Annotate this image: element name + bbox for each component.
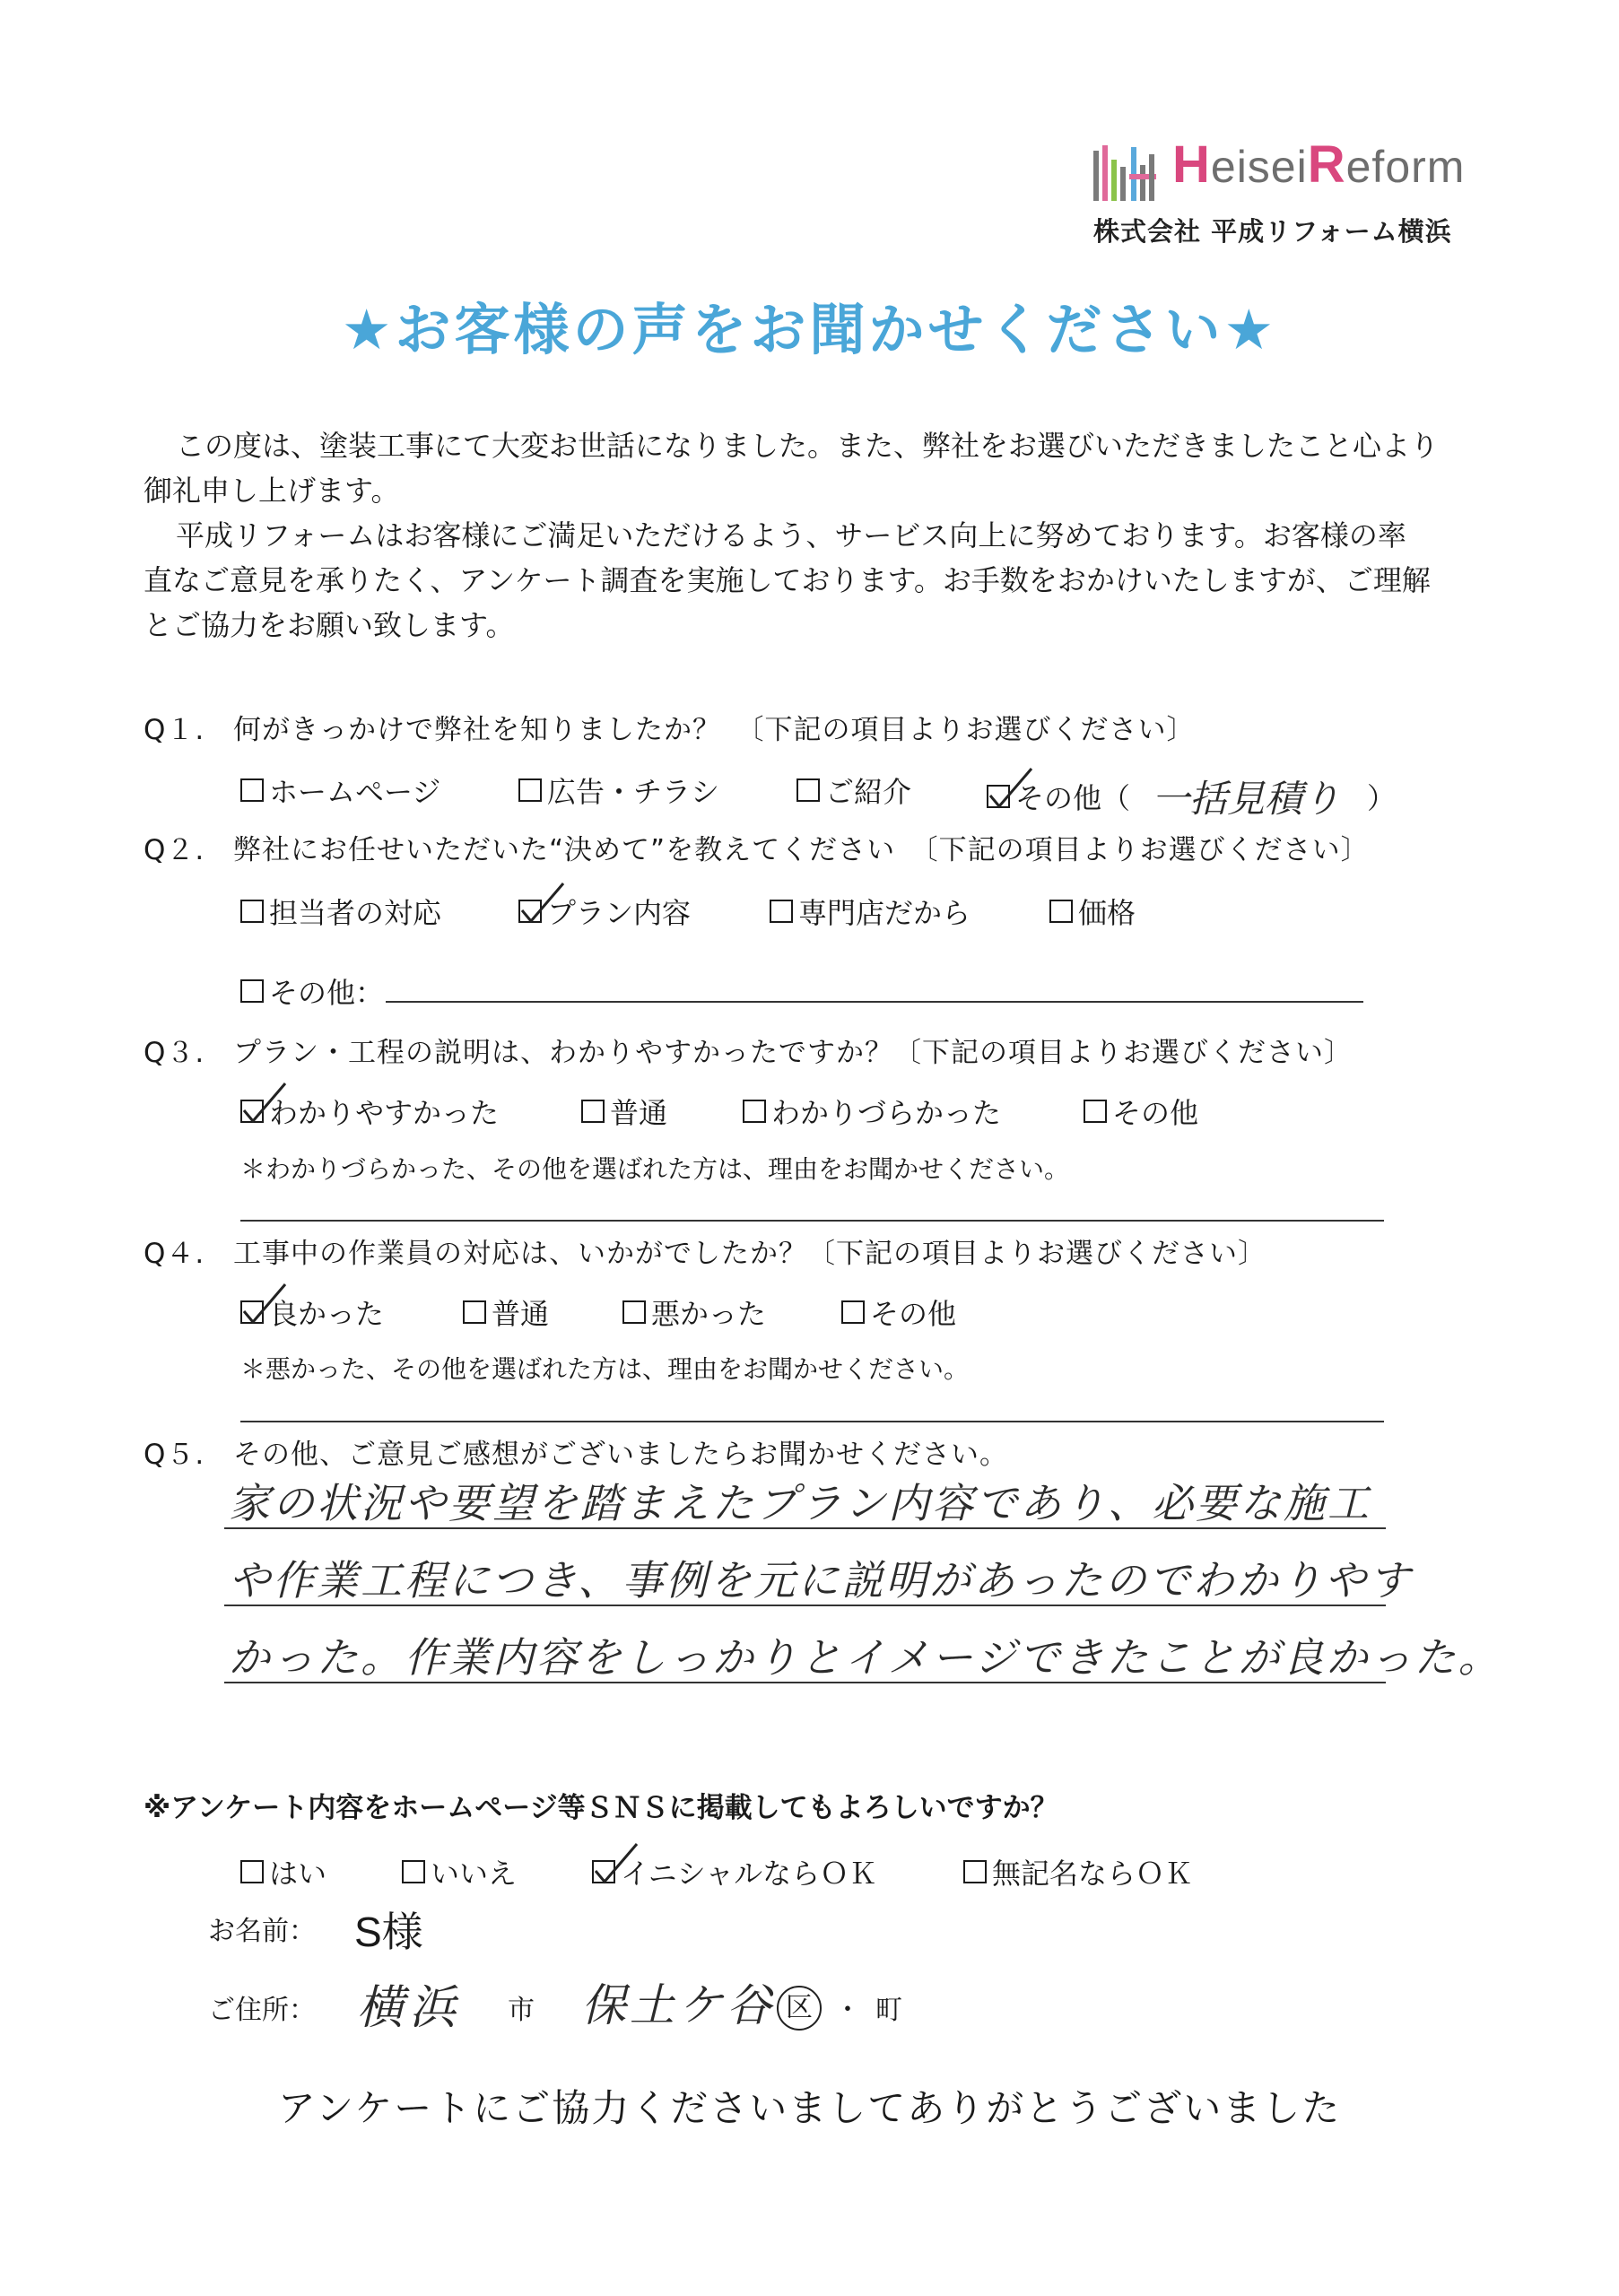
name-value: S様 [354,1909,423,1955]
name-label: お名前： [208,1916,316,1947]
q3-question: Q３. プラン・工程の説明は、わかりやすかったですか？〔下記の項目よりお選びください〕 [144,1037,1353,1069]
checkbox[interactable] [463,1300,486,1324]
q4-option-bad[interactable]: 悪かった [622,1292,766,1333]
checkbox[interactable] [240,1860,264,1883]
q1-option-homepage[interactable]: ホームページ [240,770,440,811]
thanks-message: アンケートにご協力くださいましてありがとうございました [277,2086,1342,2130]
checkbox[interactable] [240,900,264,923]
checkbox[interactable] [1049,900,1073,923]
company-logo [1090,135,1466,251]
address-ward-suffix: 区 [777,1986,822,2031]
checkmark-icon [590,1839,644,1889]
q5-answer-line: かった。作業内容をしっかりとイメージできたことが良かった。 [229,1633,1502,1682]
checkbox[interactable] [518,778,542,802]
checkmark-icon [517,878,570,928]
q3-option-other[interactable]: その他 [1084,1091,1198,1132]
checkbox[interactable] [743,1100,766,1123]
address-city-suffix: 市 [508,1995,535,2026]
q4-note: ＊悪かった、その他を選ばれた方は、理由をお聞かせください。 [240,1354,970,1384]
q4-reason-line [240,1421,1384,1422]
q2-option-staff[interactable]: 担当者の対応 [240,891,441,932]
address-separator: ・ [834,1995,861,2026]
q3-reason-line [240,1220,1384,1222]
q4-question: Q４. 工事中の作業員の対応は、いかがでしたか？〔下記の項目よりお選びください〕 [144,1238,1266,1270]
sns-question: ※アンケート内容をホームページ等ＳＮＳに掲載してもよろしいですか？ [144,1792,1058,1824]
checkbox-checked[interactable] [592,1860,615,1883]
checkbox[interactable] [841,1300,865,1324]
sns-option-initials[interactable]: イニシャルならＯＫ [592,1851,877,1892]
intro-line: 御礼申し上げます。 [144,474,400,508]
q1-option-referral[interactable]: ご紹介 [796,770,911,811]
q5-answer-rule [224,1605,1386,1606]
q5-answer-line: 家の状況や要望を踏まえたプラン内容であり、必要な施工 [229,1479,1371,1527]
checkbox[interactable] [581,1100,605,1123]
checkbox[interactable] [770,900,793,923]
checkbox-checked[interactable] [518,900,542,923]
checkmark-icon [985,763,1039,813]
q2-option-specialist[interactable]: 専門店だから [770,891,971,932]
checkmark-icon [239,1279,292,1329]
logo-wordmark: HeiseiReform [1172,135,1466,194]
q2-option-plan[interactable]: プラン内容 [518,891,691,932]
q1-option-other[interactable]: その他（ 一括見積り ） [987,770,1396,823]
q5-answer-rule [224,1527,1386,1529]
checkbox[interactable] [240,778,264,802]
q1-question: Q１. 何がきっかけで弊社を知りましたか？ 〔下記の項目よりお選びください〕 [144,714,1196,746]
q2-option-other[interactable]: その他： [240,970,384,1012]
q3-option-easy[interactable]: わかりやすかった [240,1091,499,1132]
q4-option-normal[interactable]: 普通 [463,1292,549,1333]
checkbox[interactable] [240,979,264,1003]
checkbox[interactable] [963,1860,987,1883]
checkbox-checked[interactable] [240,1100,264,1123]
intro-text [144,423,1489,648]
intro-line: この度は、塗装工事にて大変お世話になりました。また、弊社をお選びいただきましたこと心より [176,429,1440,463]
company-name: 株式会社 平成リフォーム横浜 [1093,216,1452,247]
sns-option-yes[interactable]: はい [240,1851,326,1892]
checkbox[interactable] [622,1300,646,1324]
sns-option-anonymous[interactable]: 無記名ならＯＫ [963,1851,1193,1892]
q2-option-price[interactable]: 価格 [1049,891,1136,932]
checkmark-icon [239,1078,292,1128]
q4-option-other[interactable]: その他 [841,1292,956,1333]
q3-note: ＊わかりづらかった、その他を選ばれた方は、理由をお聞かせください。 [240,1154,1070,1184]
q5-answer-rule [224,1682,1386,1683]
intro-line: 平成リフォームはお客様にご満足いただけるよう、サービス向上に努めております。お客様の率 [176,518,1406,552]
q4-option-good[interactable]: 良かった [240,1292,384,1333]
q5-question: Q５. その他、ご意見ご感想がございましたらお聞かせください。 [144,1439,1008,1471]
sns-option-no[interactable]: いいえ [402,1851,517,1892]
checkbox[interactable] [796,778,820,802]
q1-option-flyer[interactable]: 広告・チラシ [518,770,719,811]
q1-other-answer: 一括見積り [1152,777,1341,821]
address-label: ご住所： [208,1995,316,2026]
logo-mark-icon [1090,142,1162,204]
intro-line: 直なご意見を承りたく、アンケート調査を実施しております。お手数をおかけいたしますが、ご理解 [144,563,1431,597]
checkbox-checked[interactable] [240,1300,264,1324]
address-ward: 保土ケ谷 [581,1979,775,2031]
page-title: ★お客様の声をお聞かせください★ [341,297,1278,362]
address-city: 横浜 [357,1981,462,2035]
q3-option-normal[interactable]: 普通 [581,1091,667,1132]
q2-question: Q２. 弊社にお任せいただいた“決めて”を教えてください 〔下記の項目よりお選びください〕 [144,834,1370,866]
address-town-suffix: 町 [875,1995,902,2026]
checkbox[interactable] [1084,1100,1107,1123]
q2-other-line [386,1001,1363,1003]
checkbox[interactable] [402,1860,425,1883]
q3-option-hard[interactable]: わかりづらかった [743,1091,1001,1132]
checkbox-checked[interactable] [987,785,1010,808]
intro-line: とご協力をお願い致します。 [144,608,515,642]
q5-answer-line: や作業工程につき、事例を元に説明があったのでわかりやす [229,1556,1413,1605]
